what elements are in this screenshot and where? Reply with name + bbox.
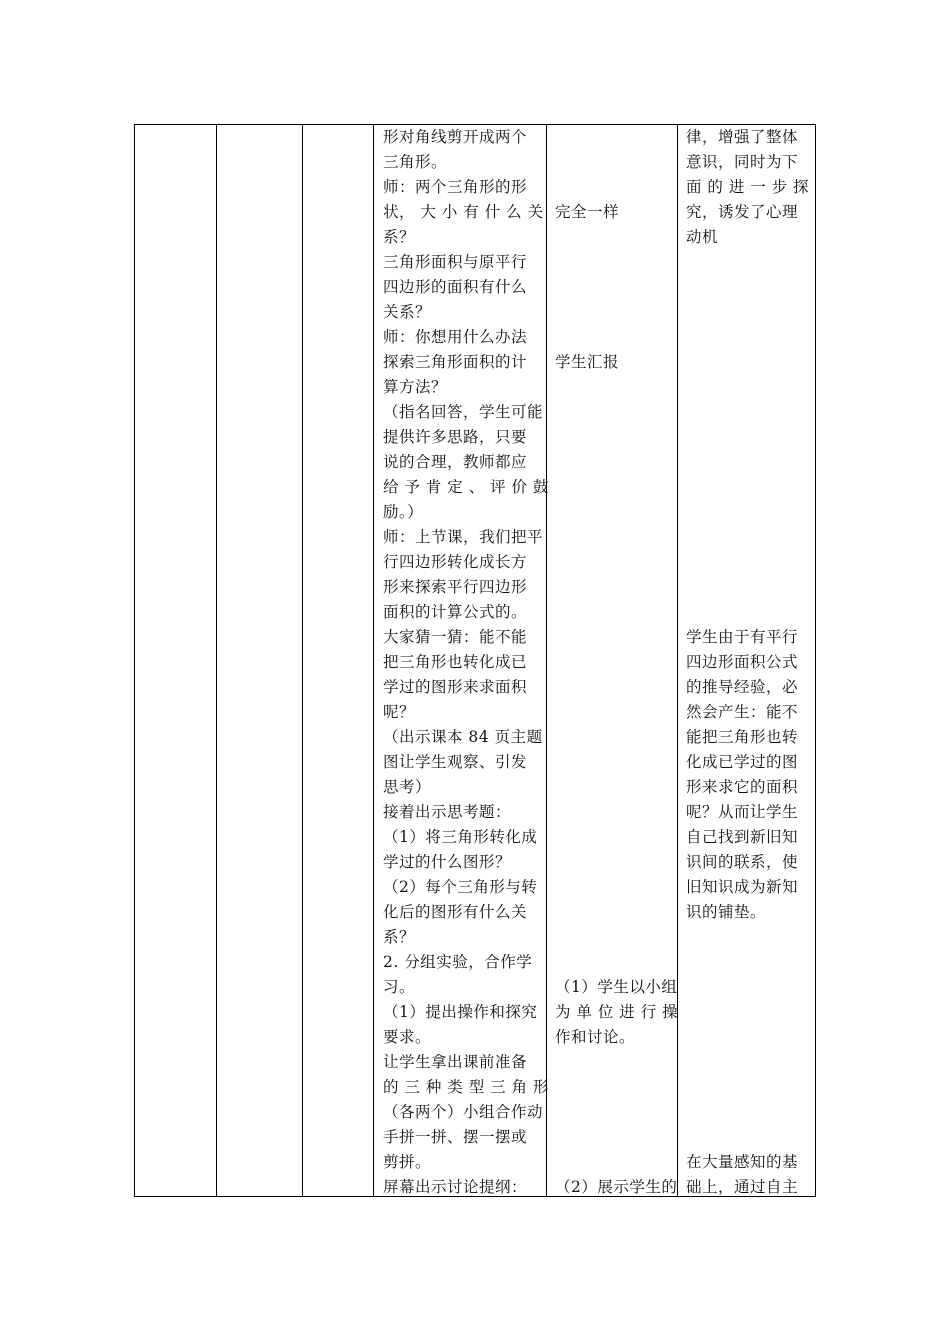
teaching-process-line: 师：上节课，我们把平: [383, 528, 544, 546]
teaching-process-line: 接着出示思考题：: [383, 803, 512, 821]
teaching-process-line: （出示课本 84 页主题: [383, 728, 543, 746]
design-intent-line: 然会产生：能不: [686, 703, 799, 721]
teaching-process-line: 提供许多思路，只要: [383, 428, 528, 446]
teaching-process-line: 算方法？: [383, 378, 448, 396]
teaching-process-line: 学过的什么图形？: [383, 853, 512, 871]
design-intent-line: 础上，通过自主: [686, 1178, 799, 1196]
teaching-process-line: 形对角线剪开成两个: [383, 128, 528, 146]
student-activity-line: 作和讨论。: [555, 1028, 636, 1046]
teaching-process-line: 把三角形也转化成已: [383, 653, 528, 671]
teaching-process-line: 师：两个三角形的形: [383, 178, 528, 196]
teaching-process-line: 习。: [383, 978, 416, 996]
teaching-process-line: 手拼一拼、摆一摆或: [383, 1128, 528, 1146]
teaching-process-line: 面积的计算公式的。: [383, 603, 528, 621]
teaching-process-line: 三角形。: [383, 153, 448, 171]
lesson-plan-table: [134, 124, 816, 1197]
design-intent-line: 呢？从而让学生: [686, 803, 799, 821]
design-intent-line: 能把三角形也转: [686, 728, 799, 746]
column-divider: [216, 125, 217, 1196]
column-divider: [373, 125, 374, 1196]
design-intent-line: 律，增强了整体: [686, 128, 799, 146]
teaching-process-line: （各两个）小组合作动: [383, 1103, 544, 1121]
student-activity-line: （1）学生以小组: [555, 978, 678, 996]
teaching-process-line: （指名回答，学生可能: [383, 403, 544, 421]
teaching-process-line: 给 予 肯 定 、 评 价 鼓: [383, 478, 549, 496]
design-intent-line: 在大量感知的基: [686, 1153, 799, 1171]
teaching-process-line: 呢？: [383, 703, 416, 721]
design-intent-line: 识的铺垫。: [686, 903, 767, 921]
table-border-right: [815, 125, 816, 1196]
teaching-process-line: 要求。: [383, 1028, 432, 1046]
teaching-process-line: 系？: [383, 928, 416, 946]
design-intent-line: 的推导经验，必: [686, 678, 799, 696]
teaching-process-line: 励。）: [383, 503, 424, 521]
teaching-process-line: 行四边形转化成长方: [383, 553, 528, 571]
teaching-process-line: 大家猜一猜：能不能: [383, 628, 528, 646]
teaching-process-line: 化后的图形有什么关: [383, 903, 528, 921]
student-activity-line: （2）展示学生的: [555, 1178, 678, 1196]
design-intent-line: 旧知识成为新知: [686, 878, 799, 896]
teaching-process-line: 探索三角形面积的计: [383, 353, 528, 371]
column-divider: [677, 125, 678, 1196]
table-border-left: [134, 125, 135, 1196]
teaching-process-line: 四边形的面积有什么: [383, 278, 528, 296]
student-activity-line: 为 单 位 进 行 操: [555, 1003, 679, 1021]
design-intent-line: 面 的 进 一 步 探: [686, 178, 810, 196]
teaching-process-line: 思考）: [383, 778, 432, 796]
teaching-process-line: 说的合理，教师都应: [383, 453, 528, 471]
teaching-process-line: 三角形面积与原平行: [383, 253, 528, 271]
teaching-process-line: 2. 分组实验，合作学: [383, 953, 533, 971]
design-intent-line: 学生由于有平行: [686, 628, 799, 646]
student-activity-line: 完全一样: [555, 203, 620, 221]
design-intent-line: 动机: [686, 228, 719, 246]
design-intent-line: 四边形面积公式: [686, 653, 799, 671]
teaching-process-line: 让学生拿出课前准备: [383, 1053, 528, 1071]
teaching-process-line: （1）将三角形转化成: [383, 828, 538, 846]
design-intent-line: 自己找到新旧知: [686, 828, 799, 846]
teaching-process-line: 系？: [383, 228, 416, 246]
teaching-process-line: 状， 大 小 有 什 么 关: [383, 203, 544, 221]
student-activity-line: 学生汇报: [555, 353, 620, 371]
teaching-process-line: 学过的图形来求面积: [383, 678, 528, 696]
teaching-process-line: （2）每个三角形与转: [383, 878, 538, 896]
teaching-process-line: 师：你想用什么办法: [383, 328, 528, 346]
teaching-process-line: 屏幕出示讨论提纲：: [383, 1178, 528, 1196]
teaching-process-line: 关系？: [383, 303, 432, 321]
teaching-process-line: 形来探索平行四边形: [383, 578, 528, 596]
teaching-process-line: （1）提出操作和探究: [383, 1003, 538, 1021]
column-divider: [546, 125, 547, 1196]
design-intent-line: 意识，同时为下: [686, 153, 799, 171]
teaching-process-line: 的 三 种 类 型 三 角 形: [383, 1078, 549, 1096]
design-intent-line: 化成已学过的图: [686, 753, 799, 771]
teaching-process-line: 图让学生观察、引发: [383, 753, 528, 771]
design-intent-line: 识间的联系，使: [686, 853, 799, 871]
design-intent-line: 究，诱发了心理: [686, 203, 799, 221]
column-divider: [302, 125, 303, 1196]
design-intent-line: 形来求它的面积: [686, 778, 799, 796]
teaching-process-line: 剪拼。: [383, 1153, 432, 1171]
